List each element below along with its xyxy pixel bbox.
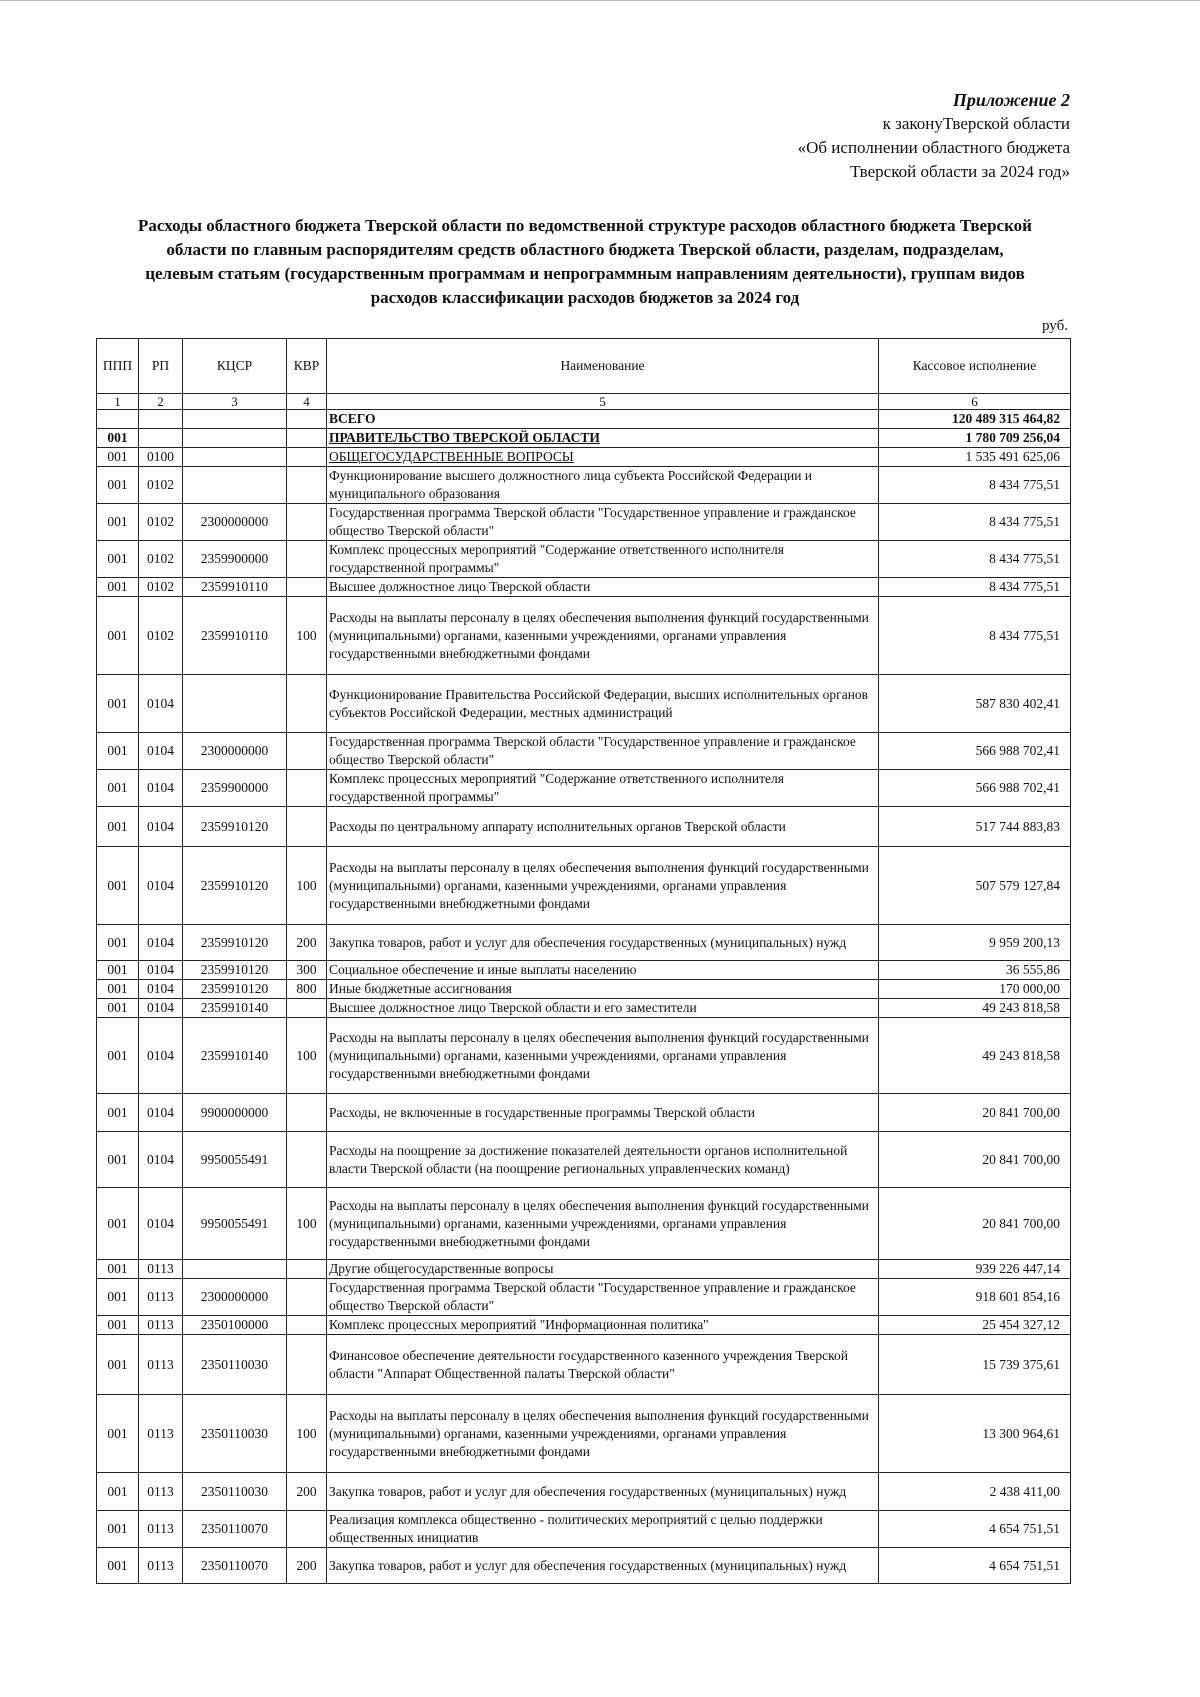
cell-name: Расходы на выплаты персоналу в целях обеспечения выполнения функций государственными (муниципальными) органами, казенными учреждениями, органами управления государственными внебюджетными фондами [327, 1188, 879, 1260]
cell-name: Закупка товаров, работ и услуг для обеспечения государственных (муниципальных) нужд [327, 1473, 879, 1511]
cell-kvr: 300 [287, 961, 327, 980]
table-row [97, 807, 1071, 847]
cell-ppp: 001 [97, 847, 139, 925]
cell-kvr: 100 [287, 1395, 327, 1473]
cell-kcsr: 2350110030 [183, 1395, 287, 1473]
col-header-kcsr: КЦСР [183, 339, 287, 394]
cell-ppp: 001 [97, 578, 139, 597]
cell-name: Расходы, не включенные в государственные программы Тверской области [327, 1094, 879, 1132]
cell-name: Функционирование высшего должностного лица субъекта Российской Федерации и муниципального образования [327, 467, 879, 504]
table-row [97, 1279, 1071, 1316]
cell-ppp: 001 [97, 597, 139, 675]
cell-rp [139, 429, 183, 448]
cell-kcsr: 2300000000 [183, 1279, 287, 1316]
cell-name: Государственная программа Тверской области "Государственное управление и гражданское общество Тверской области" [327, 1279, 879, 1316]
table-row [97, 999, 1071, 1018]
cell-amount: 13 300 964,61 [879, 1395, 1071, 1473]
cell-ppp: 001 [97, 1316, 139, 1335]
table-row [97, 1260, 1071, 1279]
table-row [97, 847, 1071, 925]
appendix-title: Приложение 2 [952, 90, 1070, 110]
cell-kcsr: 2350100000 [183, 1316, 287, 1335]
cell-kcsr: 2359910120 [183, 807, 287, 847]
cell-amount: 9 959 200,13 [879, 925, 1071, 961]
cell-kvr: 100 [287, 597, 327, 675]
cell-ppp: 001 [97, 1018, 139, 1094]
cell-name: Высшее должностное лицо Тверской области [327, 578, 879, 597]
cell-amount: 49 243 818,58 [879, 999, 1071, 1018]
table-row [97, 1018, 1071, 1094]
cell-ppp: 001 [97, 1548, 139, 1584]
heading-line-4: расходов классификации расходов бюджетов за 2024 год [370, 288, 800, 307]
col-header-amount: Кассовое исполнение [879, 339, 1071, 394]
table-row [97, 961, 1071, 980]
cell-amount: 566 988 702,41 [879, 770, 1071, 807]
cell-kvr [287, 733, 327, 770]
cell-kcsr [183, 429, 287, 448]
cell-ppp: 001 [97, 1395, 139, 1473]
cell-kvr: 200 [287, 1548, 327, 1584]
cell-rp: 0102 [139, 541, 183, 578]
cell-rp: 0104 [139, 1094, 183, 1132]
cell-kcsr: 9950055491 [183, 1188, 287, 1260]
cell-rp: 0104 [139, 1188, 183, 1260]
cell-ppp: 001 [97, 1188, 139, 1260]
cell-kcsr: 2350110070 [183, 1548, 287, 1584]
cell-name: Иные бюджетные ассигнования [327, 980, 879, 999]
table-row [97, 1548, 1071, 1584]
cell-ppp: 001 [97, 675, 139, 733]
cell-name: Расходы на выплаты персоналу в целях обеспечения выполнения функций государственными (муниципальными) органами, казенными учреждениями, органами управления государственными внебюджетными фондами [327, 847, 879, 925]
col-number: 3 [183, 394, 287, 410]
cell-rp: 0113 [139, 1395, 183, 1473]
cell-ppp: 001 [97, 999, 139, 1018]
cell-name: Расходы на выплаты персоналу в целях обеспечения выполнения функций государственными (муниципальными) органами, казенными учреждениями, органами управления государственными внебюджетными фондами [327, 1395, 879, 1473]
cell-kcsr [183, 448, 287, 467]
cell-amount: 8 434 775,51 [879, 504, 1071, 541]
cell-ppp: 001 [97, 1473, 139, 1511]
col-header-name: Наименование [327, 339, 879, 394]
table-row [97, 770, 1071, 807]
appendix-block [798, 88, 1070, 184]
table-row [97, 429, 1071, 448]
cell-name: Расходы на выплаты персоналу в целях обеспечения выполнения функций государственными (муниципальными) органами, казенными учреждениями, органами управления государственными внебюджетными фондами [327, 597, 879, 675]
cell-amount: 8 434 775,51 [879, 541, 1071, 578]
cell-kcsr: 2359910140 [183, 1018, 287, 1094]
cell-amount: 4 654 751,51 [879, 1548, 1071, 1584]
cell-ppp: 001 [97, 770, 139, 807]
units-label: руб. [1042, 318, 1068, 334]
cell-kvr [287, 410, 327, 429]
cell-rp: 0104 [139, 847, 183, 925]
cell-amount: 918 601 854,16 [879, 1279, 1071, 1316]
cell-kvr [287, 429, 327, 448]
cell-name: Комплекс процессных мероприятий "Содержание ответственного исполнителя государственной программы" [327, 770, 879, 807]
cell-name: ПРАВИТЕЛЬСТВО ТВЕРСКОЙ ОБЛАСТИ [327, 429, 879, 448]
cell-amount: 25 454 327,12 [879, 1316, 1071, 1335]
cell-ppp: 001 [97, 1279, 139, 1316]
cell-rp: 0100 [139, 448, 183, 467]
cell-ppp: 001 [97, 733, 139, 770]
cell-kvr [287, 467, 327, 504]
table-row [97, 1335, 1071, 1395]
cell-kvr [287, 448, 327, 467]
table-row [97, 578, 1071, 597]
cell-rp: 0104 [139, 961, 183, 980]
heading-line-1: Расходы областного бюджета Тверской области по ведомственной структуре расходов областного бюджета Тверской [138, 216, 1032, 235]
table-row [97, 925, 1071, 961]
cell-name: Высшее должностное лицо Тверской области и его заместители [327, 999, 879, 1018]
cell-ppp: 001 [97, 1511, 139, 1548]
cell-ppp: 001 [97, 541, 139, 578]
cell-amount: 36 555,86 [879, 961, 1071, 980]
cell-kvr: 200 [287, 925, 327, 961]
table-row [97, 448, 1071, 467]
cell-kvr [287, 675, 327, 733]
table-row [97, 410, 1071, 429]
cell-ppp: 001 [97, 1260, 139, 1279]
cell-amount: 939 226 447,14 [879, 1260, 1071, 1279]
cell-name: Государственная программа Тверской области "Государственное управление и гражданское общество Тверской области" [327, 504, 879, 541]
cell-rp: 0113 [139, 1279, 183, 1316]
cell-rp: 0113 [139, 1260, 183, 1279]
cell-kcsr: 2359910140 [183, 999, 287, 1018]
cell-ppp: 001 [97, 1094, 139, 1132]
cell-kvr [287, 541, 327, 578]
cell-kvr: 100 [287, 1188, 327, 1260]
cell-kcsr: 2359900000 [183, 541, 287, 578]
cell-kvr [287, 1132, 327, 1188]
cell-rp: 0102 [139, 504, 183, 541]
cell-rp: 0104 [139, 733, 183, 770]
cell-rp: 0104 [139, 770, 183, 807]
cell-rp: 0113 [139, 1548, 183, 1584]
cell-ppp: 001 [97, 448, 139, 467]
cell-ppp: 001 [97, 807, 139, 847]
appendix-line-3: Тверской области за 2024 год» [850, 162, 1070, 181]
cell-ppp: 001 [97, 980, 139, 999]
cell-amount: 49 243 818,58 [879, 1018, 1071, 1094]
cell-name: Расходы по центральному аппарату исполнительных органов Тверской области [327, 807, 879, 847]
col-number: 4 [287, 394, 327, 410]
cell-kvr [287, 1316, 327, 1335]
table-row [97, 1395, 1071, 1473]
table-row [97, 1132, 1071, 1188]
cell-amount: 507 579 127,84 [879, 847, 1071, 925]
cell-kvr: 100 [287, 847, 327, 925]
cell-kvr [287, 1279, 327, 1316]
table-row [97, 597, 1071, 675]
cell-ppp: 001 [97, 925, 139, 961]
cell-kvr [287, 1511, 327, 1548]
cell-kcsr: 2359910110 [183, 597, 287, 675]
cell-name: ОБЩЕГОСУДАРСТВЕННЫЕ ВОПРОСЫ [327, 448, 879, 467]
cell-amount: 517 744 883,83 [879, 807, 1071, 847]
cell-amount: 20 841 700,00 [879, 1132, 1071, 1188]
cell-name: Комплекс процессных мероприятий "Содержание ответственного исполнителя государственной программы" [327, 541, 879, 578]
cell-rp: 0102 [139, 467, 183, 504]
cell-rp: 0104 [139, 675, 183, 733]
cell-kvr [287, 1335, 327, 1395]
cell-amount: 15 739 375,61 [879, 1335, 1071, 1395]
cell-name: Функционирование Правительства Российской Федерации, высших исполнительных органов субъектов Российской Федерации, местных администраций [327, 675, 879, 733]
col-header-ppp: ППП [97, 339, 139, 394]
cell-rp: 0113 [139, 1316, 183, 1335]
cell-amount: 4 654 751,51 [879, 1511, 1071, 1548]
table-row [97, 1511, 1071, 1548]
cell-rp: 0104 [139, 1132, 183, 1188]
cell-kcsr [183, 410, 287, 429]
expenditure-table [96, 338, 1071, 1584]
cell-amount: 2 438 411,00 [879, 1473, 1071, 1511]
cell-kcsr: 2359910120 [183, 961, 287, 980]
table-row [97, 980, 1071, 999]
cell-rp: 0104 [139, 980, 183, 999]
cell-name: Социальное обеспечение и иные выплаты населению [327, 961, 879, 980]
table-body [97, 410, 1071, 1584]
cell-ppp: 001 [97, 1335, 139, 1395]
cell-name: Государственная программа Тверской области "Государственное управление и гражданское общество Тверской области" [327, 733, 879, 770]
cell-kvr [287, 504, 327, 541]
heading-line-2: области по главным распорядителям средств областного бюджета Тверской области, разделам, подразделам, [166, 240, 1004, 259]
cell-amount: 1 780 709 256,04 [879, 429, 1071, 448]
cell-name: Другие общегосударственные вопросы [327, 1260, 879, 1279]
cell-name: Финансовое обеспечение деятельности государственного казенного учреждения Тверской области "Аппарат Общественной палаты Тверской области" [327, 1335, 879, 1395]
cell-name: Расходы на выплаты персоналу в целях обеспечения выполнения функций государственными (муниципальными) органами, казенными учреждениями, органами управления государственными внебюджетными фондами [327, 1018, 879, 1094]
cell-rp: 0113 [139, 1511, 183, 1548]
cell-kcsr [183, 467, 287, 504]
heading-line-3: целевым статьям (государственным программам и непрограммным направлениям деятельности), группам видов [145, 264, 1025, 283]
cell-name: ВСЕГО [327, 410, 879, 429]
cell-kcsr [183, 1260, 287, 1279]
cell-ppp: 001 [97, 429, 139, 448]
cell-kvr [287, 770, 327, 807]
cell-rp [139, 410, 183, 429]
table-row [97, 504, 1071, 541]
col-number: 2 [139, 394, 183, 410]
table-row [97, 675, 1071, 733]
cell-amount: 8 434 775,51 [879, 578, 1071, 597]
scan-edge-line [0, 0, 1200, 1]
cell-kcsr: 2350110030 [183, 1335, 287, 1395]
cell-kvr: 800 [287, 980, 327, 999]
cell-kcsr: 2350110030 [183, 1473, 287, 1511]
cell-rp: 0102 [139, 578, 183, 597]
table-header-row [97, 339, 1071, 394]
cell-ppp [97, 410, 139, 429]
table-row [97, 1188, 1071, 1260]
cell-kcsr: 2300000000 [183, 504, 287, 541]
cell-kvr [287, 1094, 327, 1132]
cell-rp: 0104 [139, 925, 183, 961]
appendix-line-1: к законуТверской области [882, 114, 1070, 133]
col-number: 6 [879, 394, 1071, 410]
table-row [97, 1316, 1071, 1335]
cell-rp: 0104 [139, 999, 183, 1018]
cell-kvr: 100 [287, 1018, 327, 1094]
col-number: 5 [327, 394, 879, 410]
cell-amount: 170 000,00 [879, 980, 1071, 999]
cell-name: Закупка товаров, работ и услуг для обеспечения государственных (муниципальных) нужд [327, 1548, 879, 1584]
cell-kcsr [183, 675, 287, 733]
cell-rp: 0113 [139, 1335, 183, 1395]
cell-rp: 0104 [139, 1018, 183, 1094]
table-row [97, 541, 1071, 578]
cell-kvr [287, 578, 327, 597]
cell-kvr [287, 1260, 327, 1279]
table-row [97, 1094, 1071, 1132]
cell-kcsr: 2300000000 [183, 733, 287, 770]
cell-kcsr: 2359910110 [183, 578, 287, 597]
cell-ppp: 001 [97, 467, 139, 504]
cell-name: Расходы на поощрение за достижение показателей деятельности органов исполнительной власти Тверской области (на поощрение региональных управленческих команд) [327, 1132, 879, 1188]
cell-kcsr: 2359900000 [183, 770, 287, 807]
cell-kvr: 200 [287, 1473, 327, 1511]
table-row [97, 1473, 1071, 1511]
document-heading [95, 214, 1075, 310]
cell-amount: 8 434 775,51 [879, 597, 1071, 675]
cell-name: Комплекс процессных мероприятий "Информационная политика" [327, 1316, 879, 1335]
cell-name: Реализация комплекса общественно - политических мероприятий с целью поддержки общественных инициатив [327, 1511, 879, 1548]
cell-kvr [287, 807, 327, 847]
cell-amount: 20 841 700,00 [879, 1188, 1071, 1260]
cell-kcsr: 2359910120 [183, 925, 287, 961]
cell-amount: 587 830 402,41 [879, 675, 1071, 733]
col-header-kvr: КВР [287, 339, 327, 394]
appendix-line-2: «Об исполнении областного бюджета [797, 138, 1070, 157]
col-number: 1 [97, 394, 139, 410]
cell-ppp: 001 [97, 961, 139, 980]
cell-rp: 0102 [139, 597, 183, 675]
cell-amount: 8 434 775,51 [879, 467, 1071, 504]
table-row [97, 467, 1071, 504]
cell-amount: 20 841 700,00 [879, 1094, 1071, 1132]
cell-rp: 0104 [139, 807, 183, 847]
cell-amount: 566 988 702,41 [879, 733, 1071, 770]
cell-rp: 0113 [139, 1473, 183, 1511]
column-number-row [97, 394, 1071, 410]
cell-kvr [287, 999, 327, 1018]
cell-amount: 1 535 491 625,06 [879, 448, 1071, 467]
cell-amount: 120 489 315 464,82 [879, 410, 1071, 429]
cell-ppp: 001 [97, 1132, 139, 1188]
cell-kcsr: 9900000000 [183, 1094, 287, 1132]
col-header-rp: РП [139, 339, 183, 394]
table-row [97, 733, 1071, 770]
cell-kcsr: 2359910120 [183, 980, 287, 999]
cell-kcsr: 2359910120 [183, 847, 287, 925]
cell-name: Закупка товаров, работ и услуг для обеспечения государственных (муниципальных) нужд [327, 925, 879, 961]
cell-kcsr: 2350110070 [183, 1511, 287, 1548]
cell-ppp: 001 [97, 504, 139, 541]
cell-kcsr: 9950055491 [183, 1132, 287, 1188]
